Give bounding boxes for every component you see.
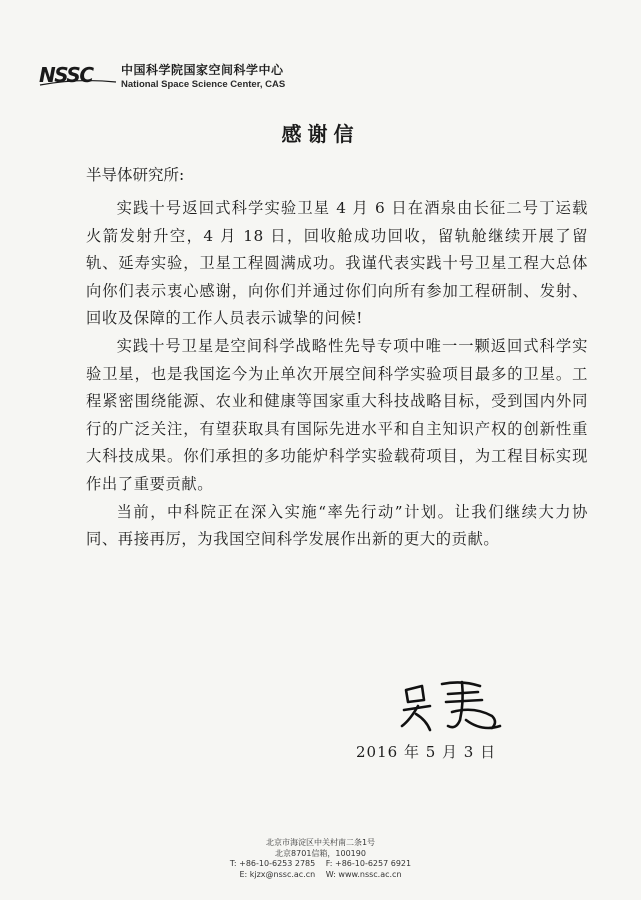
handwritten-signature <box>396 676 506 736</box>
letterhead-footer <box>0 838 641 880</box>
footer-phone-fax <box>0 859 641 870</box>
footer-tel: T: +86-10-6253 2785 <box>229 859 316 868</box>
nssc-logo <box>38 62 118 88</box>
footer-address: 北京市海淀区中关村南二条1号 <box>265 838 376 847</box>
svg-text:NSSC: NSSC <box>39 63 93 87</box>
footer-fax: F: +86-10-6257 6921 <box>325 859 412 868</box>
paragraph-1: 实践十号返回式科学实验卫星 4 月 6 日在酒泉由长征二号丁运载火箭发射升空，4 月 18 日，回收舱成功回收，留轨舱继续开展了留轨、延寿实验，卫星工程圆满成功。我谨代表实践十号卫星工程大总体向你们表示衷心感谢，向你们并通过你们向所有参加工程研制、发射、回收及保障的工作人员表示诚挚的问候! <box>86 199 588 328</box>
paragraph-3: 当前，中科院正在深入实施“率先行动”计划。让我们继续大力协同、再接再厉，为我国空间科学发展作出新的更大的贡献。 <box>86 502 588 549</box>
org-name-english: National Space Science Center, CAS <box>121 79 286 91</box>
nssc-logo-graphic <box>38 62 118 88</box>
footer-postal: 北京8701信箱，100190 <box>275 848 366 858</box>
letter-body <box>86 195 588 554</box>
letterhead <box>38 58 338 98</box>
footer-email-web <box>0 870 641 881</box>
organization-name <box>121 64 285 91</box>
org-name-chinese: 中国科学院国家空间科学中心 <box>121 63 284 77</box>
letter-date: 2016 年 5 月 3 日 <box>356 743 497 761</box>
footer-email: E: kjzx@nssc.ac.cn <box>239 869 316 879</box>
salutation: 半导体研究所: <box>86 166 185 184</box>
paragraph-2: 实践十号卫星是空间科学战略性先导专项中唯一一颗返回式科学实验卫星，也是我国迄今为止单次开展空间科学实验项目最多的卫星。工程紧密围绕能源、农业和健康等国家重大科技战略目标，受到国内外同行的广泛关注，有望获取具有国际先进水平和自主知识产权的创新性重大科技成果。你们承担的多功能炉科学实验载荷项目，为工程目标实现作出了重要贡献。 <box>86 336 588 493</box>
letter-title: 感谢信 <box>281 122 360 146</box>
signature-graphic <box>396 676 506 736</box>
footer-web: W: www.nssc.ac.cn <box>325 869 402 879</box>
